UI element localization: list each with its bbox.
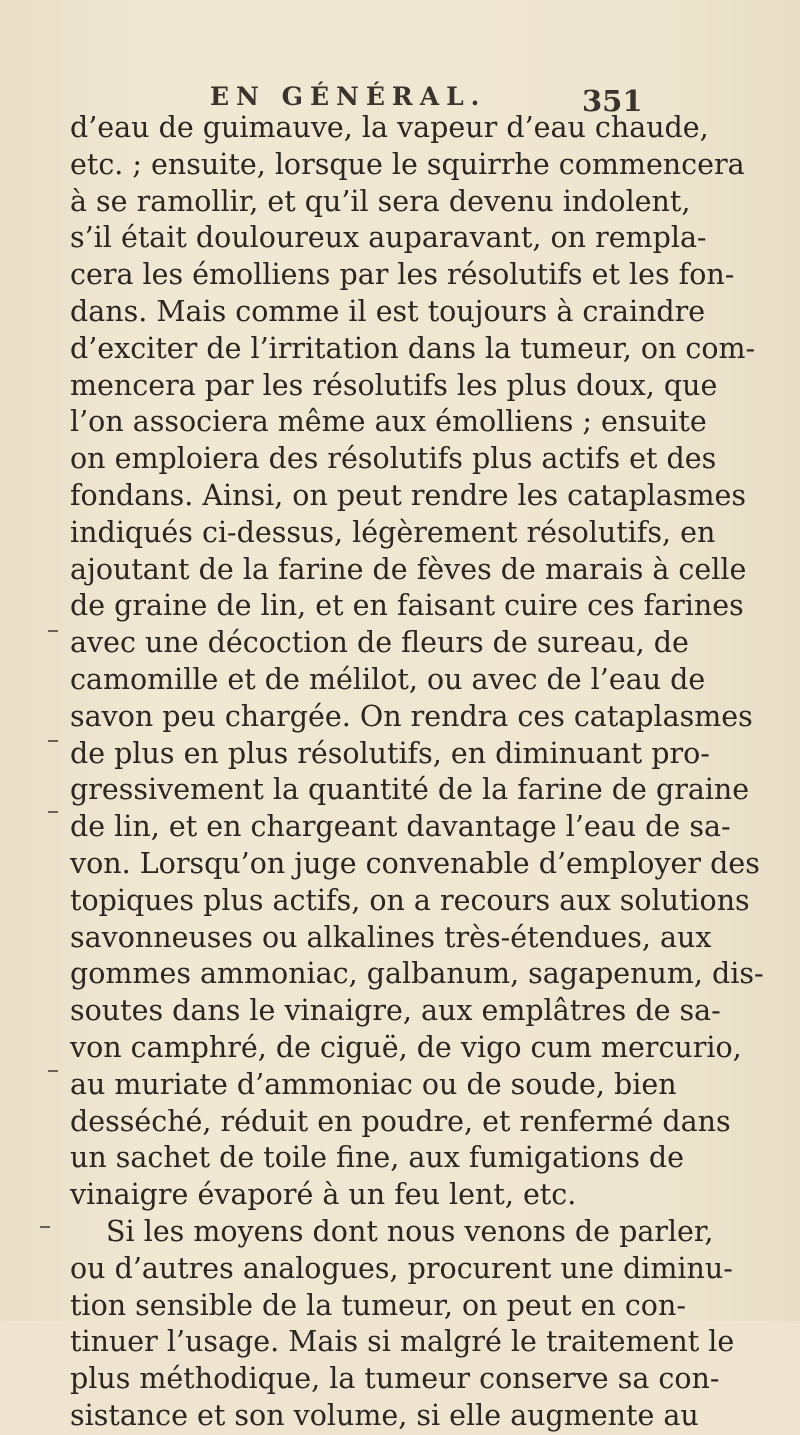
text-line: au muriate d’ammoniac ou de soude, bien [70, 1067, 677, 1101]
margin-mark [48, 1070, 58, 1072]
text-line: cera les émolliens par les résolutifs et les fon- [70, 258, 735, 292]
text-line: d’exciter de l’irritation dans la tumeur, on com- [70, 331, 756, 365]
paragraph-start-line: Si les moyens dont nous venons de parler, [106, 1214, 714, 1248]
text-line: à se ramollir, et qu’il sera devenu indolent, [70, 184, 691, 218]
page-number: 351 [582, 84, 643, 118]
text-line: etc. ; ensuite, lorsque le squirrhe commencera [70, 147, 745, 181]
text-line: l’on associera même aux émolliens ; ensuite [70, 405, 707, 439]
text-line: camomille et de mélilot, ou avec de l’eau de [70, 662, 706, 696]
margin-mark [48, 630, 58, 632]
text-line: topiques plus actifs, on a recours aux solutions [70, 883, 750, 917]
text-line: gommes ammoniac, galbanum, sagapenum, dis- [70, 957, 764, 991]
text-line: ajoutant de la farine de fèves de marais à celle [70, 552, 747, 586]
text-line: savon peu chargée. On rendra ces cataplasmes [70, 699, 753, 733]
text-line: gressivement la quantité de la farine de graine [70, 773, 750, 807]
text-line: vinaigre évaporé à un feu lent, etc. [70, 1178, 577, 1212]
text-line: dans. Mais comme il est toujours à craindre [70, 294, 706, 328]
text-line: von camphré, de ciguë, de vigo cum mercurio, [70, 1030, 742, 1064]
margin-mark [48, 811, 58, 813]
text-line: von. Lorsqu’on juge convenable d’employer des [70, 846, 760, 880]
text-line: soutes dans le vinaigre, aux emplâtres de sa- [70, 994, 721, 1028]
text-line: mencera par les résolutifs les plus doux, que [70, 368, 718, 402]
running-head: EN GÉNÉRAL. [210, 82, 487, 111]
text-line: sistance et son volume, si elle augmente au [70, 1398, 699, 1432]
margin-mark [48, 740, 58, 742]
text-line: un sachet de toile fine, aux fumigations de [70, 1141, 685, 1175]
text-line: desséché, réduit en poudre, et renfermé dans [70, 1104, 731, 1138]
text-line: de lin, et en chargeant davantage l’eau de sa- [70, 810, 731, 844]
text-line: de graine de lin, et en faisant cuire ces farines [70, 589, 744, 623]
text-line: d’eau de guimauve, la vapeur d’eau chaude, [70, 111, 709, 144]
text-line: tinuer l’usage. Mais si malgré le traitement le [70, 1325, 735, 1359]
text-line: ou d’autres analogues, procurent une diminu- [70, 1251, 733, 1285]
margin-mark [40, 1226, 50, 1228]
text-line: plus méthodique, la tumeur conserve sa con- [70, 1362, 720, 1396]
text-line: savonneuses ou alkalines très-étendues, aux [70, 920, 712, 954]
text-line: tion sensible de la tumeur, on peut en con- [70, 1288, 686, 1322]
text-line: s’il était douloureux auparavant, on rempla- [70, 221, 707, 255]
text-line: indiqués ci-dessus, légèrement résolutifs, en [70, 515, 716, 549]
text-line: fondans. Ainsi, on peut rendre les cataplasmes [70, 478, 747, 512]
body-text [70, 110, 770, 1435]
text-line: on emploiera des résolutifs plus actifs et des [70, 442, 717, 476]
text-line: avec une décoction de fleurs de sureau, de [70, 626, 689, 660]
text-line: de plus en plus résolutifs, en diminuant pro- [70, 736, 710, 770]
